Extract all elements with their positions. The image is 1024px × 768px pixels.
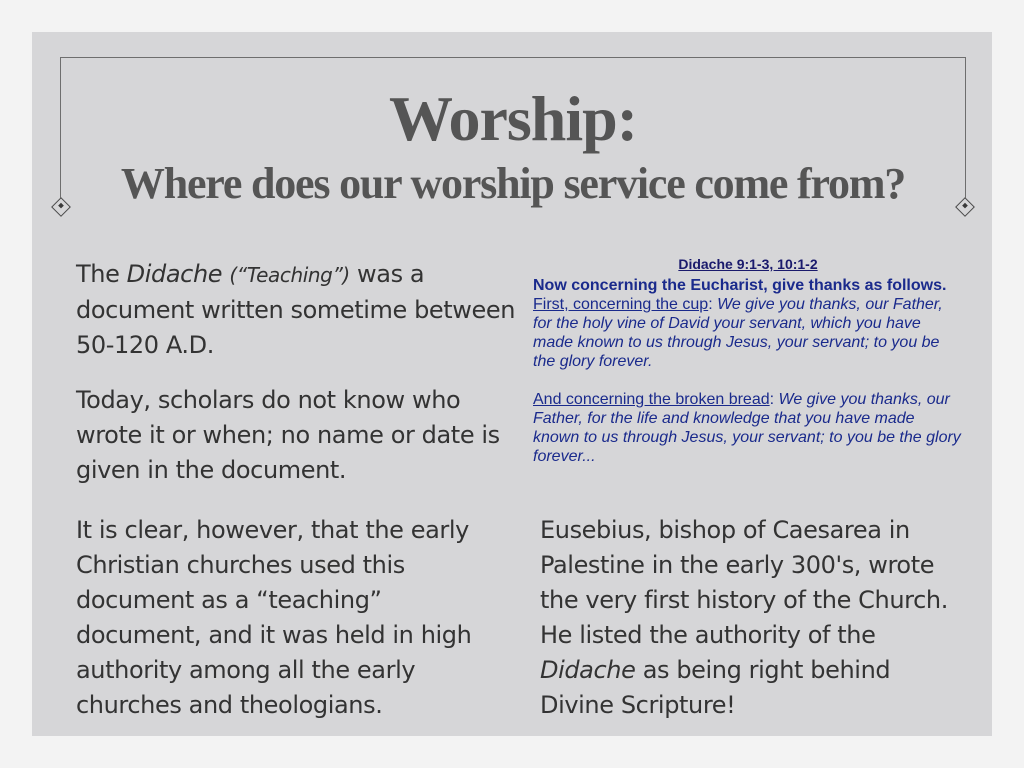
- didache-quote: [533, 256, 963, 485]
- quote-bread-heading: And concerning the broken bread: [533, 391, 770, 408]
- quote-eucharist-intro: Now concerning the Eucharist, give thanks as follows.: [533, 277, 947, 294]
- eusebius-didache: Didache: [540, 656, 636, 684]
- intro-the: The: [76, 260, 127, 288]
- slide-title: Worship:: [388, 83, 638, 154]
- quote-paragraph-bread: [533, 390, 963, 466]
- eusebius-start: Eusebius, bishop of Caesarea in Palestine in the early 300's, wrote the very first history of the Church. He listed the authority of the: [540, 516, 948, 649]
- quote-cup-prayer: We give you thanks, our Father, for the holy vine of David your servant, which you have made known to us through Jesus, your servant; to you be the glory forever.: [533, 296, 943, 370]
- quote-cup-heading: First, concerning the cup: [533, 296, 709, 313]
- didache-title: Didache: [126, 260, 223, 288]
- quote-paragraph-cup: [533, 276, 963, 371]
- quote-reference: Didache 9:1-3, 10:1-2: [678, 256, 818, 272]
- eusebius-paragraph: [540, 513, 960, 723]
- quote-bread-prayer: We give you thanks, our Father, for the life and knowledge that you have made known to us through Jesus, your servant; to you be the glory forever...: [533, 391, 961, 465]
- quote-cup-colon: :: [708, 296, 718, 313]
- intro-rest: was a document written sometime between 50-120 A.D.: [76, 260, 516, 359]
- didache-intro-paragraph: [76, 257, 516, 363]
- eusebius-end: as being right behind Divine Scripture!: [540, 656, 891, 719]
- quote-bread-colon: :: [769, 391, 779, 408]
- slide-subtitle: Where does our worship service come from?: [120, 159, 906, 208]
- scholars-paragraph: Today, scholars do not know who wrote it or when; no name or date is given in the document.: [76, 386, 500, 484]
- early-churches-paragraph: It is clear, however, that the early Christian churches used this document as a “teaching” document, and it was held in high authority among all the early churches and theologians.: [76, 516, 472, 719]
- teaching-translation: (“Teaching”): [229, 263, 350, 287]
